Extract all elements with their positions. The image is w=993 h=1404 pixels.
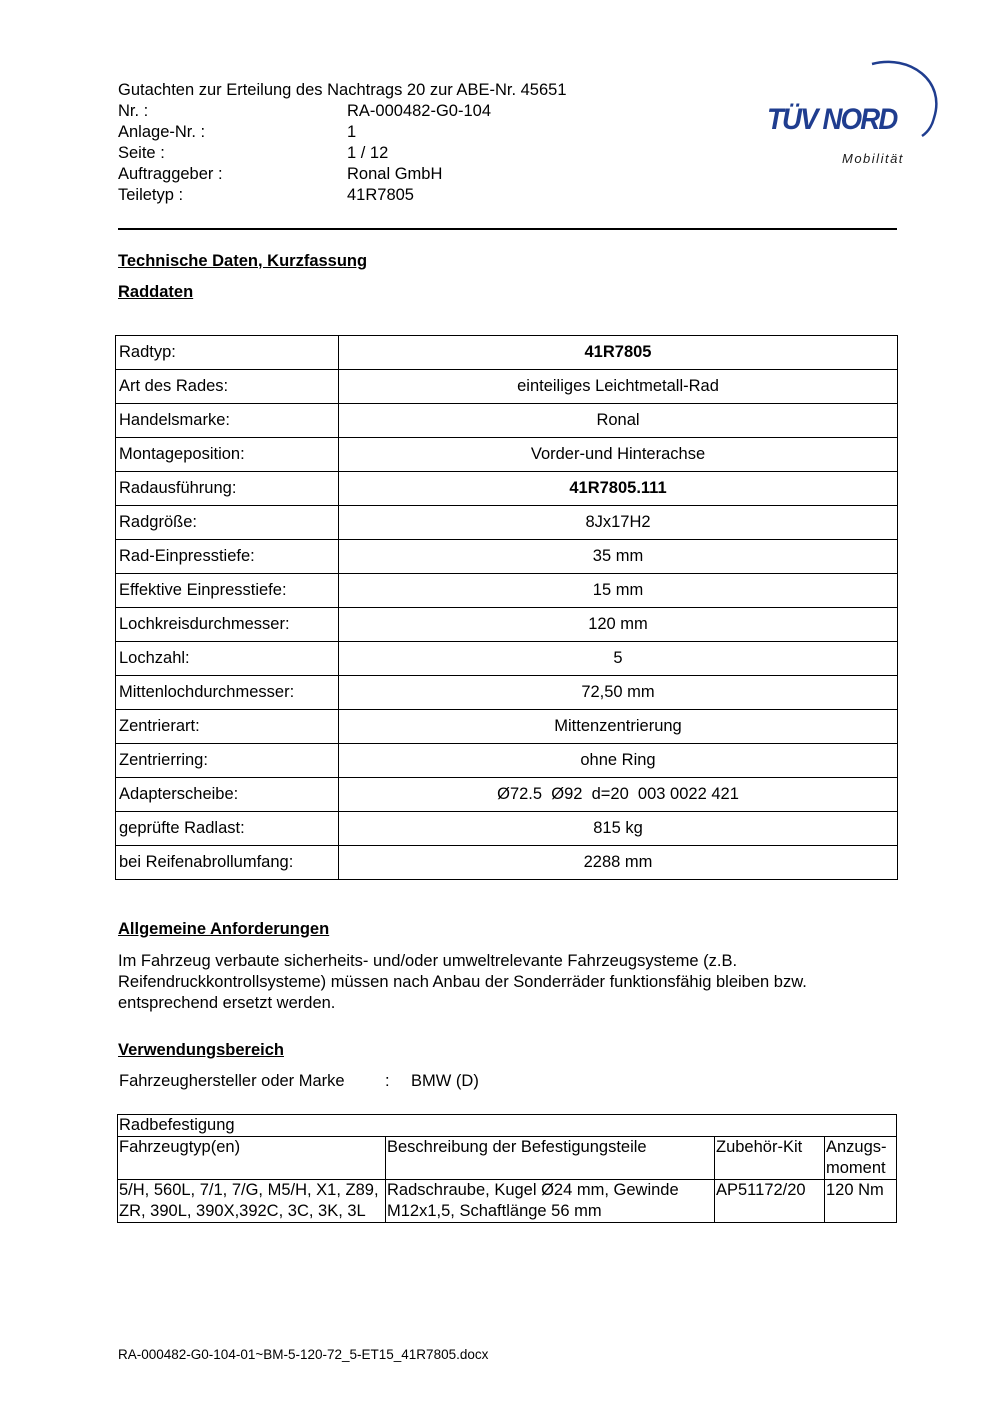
header-label: Teiletyp : (118, 186, 184, 204)
row-value: 41R7805.111 (339, 472, 898, 506)
manufacturer-line (119, 1072, 479, 1091)
header-value: RA-000482-G0-104 (347, 102, 492, 120)
row-label: Art des Rades: (116, 370, 339, 404)
logo-subtitle: Mobilität (842, 151, 904, 166)
table-caption-row (118, 1115, 897, 1137)
row-label: Rad-Einpresstiefe: (116, 540, 339, 574)
row-value: 15 mm (339, 574, 898, 608)
header-row-teiletyp (118, 185, 567, 206)
table-row (116, 846, 898, 880)
accessory-kit-cell: AP51172/20 (715, 1180, 825, 1223)
header-label: Anlage-Nr. : (118, 123, 206, 141)
row-label: Lochzahl: (116, 642, 339, 676)
row-label: Effektive Einpresstiefe: (116, 574, 339, 608)
table-row (116, 812, 898, 846)
table-row (118, 1180, 897, 1223)
requirements-paragraph: Im Fahrzeug verbaute sicherheits- und/oder umweltrelevante Fahrzeugsysteme (z.B. Reifendruckkontrollsysteme) müssen nach Anbau der Sonderräder funktionsfähig bleiben bzw. entsprechend ersetzt werden. (118, 952, 807, 1012)
table-row (116, 370, 898, 404)
header-value: 1 / 12 (347, 144, 389, 162)
tuev-nord-logo (760, 56, 945, 176)
row-label: bei Reifenabrollumfang: (116, 846, 339, 880)
table-row (116, 676, 898, 710)
table-row (116, 506, 898, 540)
fixing-description-cell: Radschraube, Kugel Ø24 mm, Gewinde M12x1,5, Schaftlänge 56 mm (386, 1180, 715, 1223)
row-value: 120 mm (339, 608, 898, 642)
manufacturer-value: BMW (D) (411, 1072, 479, 1090)
table-row (116, 608, 898, 642)
section-heading-allgemein: Allgemeine Anforderungen (118, 920, 330, 938)
row-label: geprüfte Radlast: (116, 812, 339, 846)
row-label: Lochkreisdurchmesser: (116, 608, 339, 642)
row-label: Montageposition: (116, 438, 339, 472)
row-label: Zentrierart: (116, 710, 339, 744)
logo-wordmark: TÜV NORD (767, 103, 897, 136)
row-label: Mittenlochdurchmesser: (116, 676, 339, 710)
header-row-nr (118, 101, 567, 122)
wheel-fixing-table (117, 1114, 897, 1223)
row-value: 72,50 mm (339, 676, 898, 710)
column-header: Fahrzeugtyp(en) (118, 1137, 386, 1180)
row-label: Handelsmarke: (116, 404, 339, 438)
table-caption: Radbefestigung (118, 1115, 897, 1137)
table-row (116, 336, 898, 370)
row-value: Ø72.5 Ø92 d=20 003 0022 421 (339, 778, 898, 812)
row-value: Mittenzentrierung (339, 710, 898, 744)
table-row (116, 540, 898, 574)
vehicle-types-cell: 5/H, 560L, 7/1, 7/G, M5/H, X1, Z89, ZR, 390L, 390X,392C, 3C, 3K, 3L (118, 1180, 386, 1223)
row-value: 8Jx17H2 (339, 506, 898, 540)
row-value: 2288 mm (339, 846, 898, 880)
manufacturer-label: Fahrzeughersteller oder Marke (119, 1072, 345, 1090)
manufacturer-colon: : (385, 1072, 390, 1090)
column-header: Anzugs-moment (825, 1137, 897, 1180)
table-row (116, 438, 898, 472)
section-heading-verwendung: Verwendungsbereich (118, 1041, 284, 1059)
table-row (116, 744, 898, 778)
header-label: Seite : (118, 144, 165, 162)
row-value: 5 (339, 642, 898, 676)
header-label: Nr. : (118, 102, 149, 120)
table-row (116, 710, 898, 744)
row-label: Radgröße: (116, 506, 339, 540)
row-value: 35 mm (339, 540, 898, 574)
section-heading-tech: Technische Daten, Kurzfassung (118, 252, 368, 270)
row-value: 41R7805 (339, 336, 898, 370)
column-header: Beschreibung der Befestigungsteile (386, 1137, 715, 1180)
row-label: Radausführung: (116, 472, 339, 506)
footer-filename: RA-000482-G0-104-01~BM-5-120-72_5-ET15_41R7805.docx (118, 1347, 489, 1362)
document-header (118, 80, 567, 206)
table-row (116, 778, 898, 812)
row-value: Vorder-und Hinterachse (339, 438, 898, 472)
section-heading-raddaten: Raddaten (118, 283, 194, 301)
column-header: Zubehör-Kit (715, 1137, 825, 1180)
header-value: Ronal GmbH (347, 165, 443, 183)
table-row (116, 472, 898, 506)
header-label: Auftraggeber : (118, 165, 223, 183)
header-value: 1 (347, 123, 357, 141)
header-row-anlage (118, 122, 567, 143)
row-value: ohne Ring (339, 744, 898, 778)
torque-cell: 120 Nm (825, 1180, 897, 1223)
header-row-seite (118, 143, 567, 164)
row-value: einteiliges Leichtmetall-Rad (339, 370, 898, 404)
header-row-auftraggeber (118, 164, 567, 185)
document-title: Gutachten zur Erteilung des Nachtrags 20 zur ABE-Nr. 45651 (118, 81, 567, 99)
row-label: Zentrierring: (116, 744, 339, 778)
table-header-row (118, 1137, 897, 1180)
wheel-data-table (115, 335, 898, 880)
row-label: Adapterscheibe: (116, 778, 339, 812)
table-row (116, 574, 898, 608)
row-value: Ronal (339, 404, 898, 438)
row-label: Radtyp: (116, 336, 339, 370)
header-value: 41R7805 (347, 186, 414, 204)
row-value: 815 kg (339, 812, 898, 846)
header-divider (118, 228, 897, 230)
table-row (116, 642, 898, 676)
table-row (116, 404, 898, 438)
